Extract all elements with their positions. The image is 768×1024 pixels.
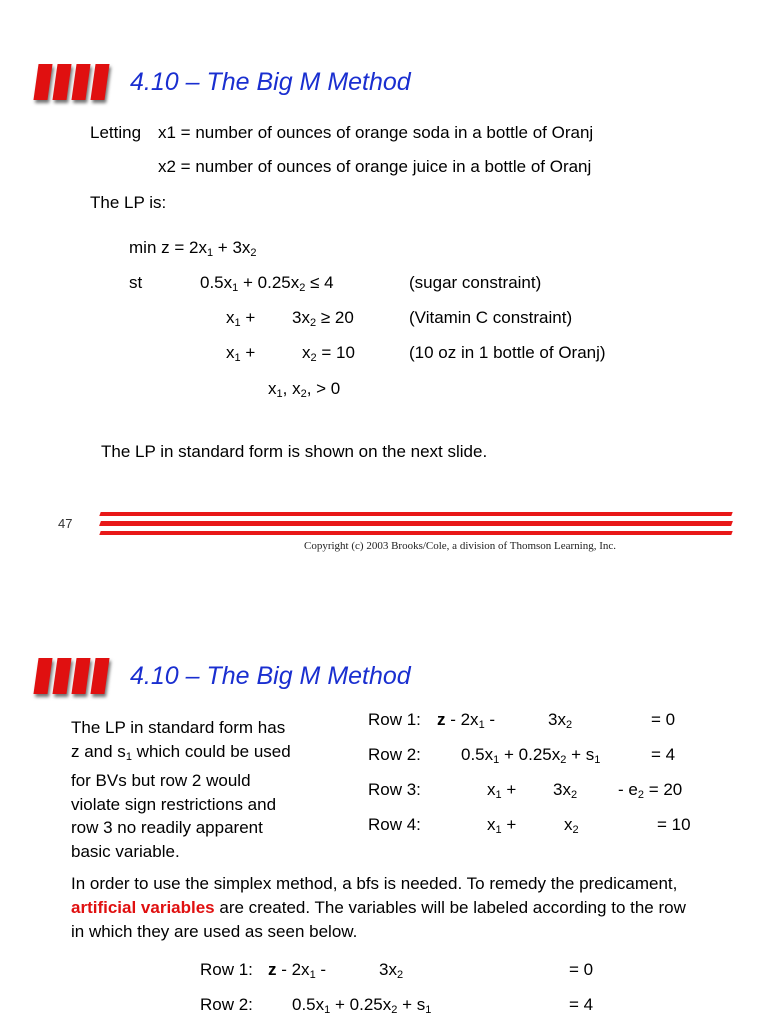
row-2-expression: $0.5x_1 + 0.25x_2 + s_1$ (461, 745, 601, 766)
row-4-x1: $x_1$ + (487, 815, 517, 836)
row-1-x2: $3x_2$ (548, 710, 573, 731)
objective-function: $\min z = 2x_1 + 3x_2$ (129, 238, 257, 259)
constraint-vitamin-c-rhs: $3x_2 \ge 20$ (292, 308, 354, 329)
bottom-row-1-label: Row 1: (200, 960, 253, 979)
row-3-x1: $x_1$ + (487, 780, 517, 801)
letting-label: Letting (90, 123, 142, 142)
footer-rule-top (99, 512, 732, 516)
nonnegativity-constraint: $x_1$, $x_2$, > 0 (268, 379, 341, 400)
constraint-vitamin-c: $x_1$ + (226, 308, 256, 329)
row-2-rhs: = 4 (651, 745, 676, 764)
row-4-x2: $x_2$ (564, 815, 579, 836)
row-2-label: Row 2: (368, 745, 421, 764)
row-4-rhs: = 10 (657, 815, 691, 834)
row-4-label: Row 4: (368, 815, 421, 834)
artificial-variables-paragraph: In order to use the simplex method, a bfs is needed. To remedy the predicament, artificial variables are created. The variables will be labeled according to the row in which they are used as seen below. (71, 874, 686, 941)
page-number: 47 (58, 516, 73, 531)
lp-is-label: The LP is: (90, 193, 167, 212)
st-label: st (129, 273, 143, 292)
row-1-rhs: = 0 (651, 710, 676, 729)
definition-x1: x1 = number of ounces of orange soda in a bottle of Oranj (158, 123, 594, 142)
row-3-x2: $3x_2$ (553, 780, 578, 801)
red-bars-logo-icon (36, 64, 112, 100)
bottom-row-2-rhs: = 4 (569, 995, 594, 1014)
copyright-notice: Copyright (c) 2003 Brooks/Cole, a division of Thomson Learning, Inc. (304, 540, 617, 552)
next-slide-note: The LP in standard form is shown on the next slide. (101, 442, 488, 461)
bottom-row-1-x2: $3x_2$ (379, 960, 404, 981)
red-bars-logo-icon (36, 658, 112, 694)
constraint-vitamin-c-note: (Vitamin C constraint) (409, 308, 573, 327)
row-1-expression: z - $2x_1$ - (437, 710, 496, 731)
bottom-row-1-expression: z - $2x_1$ - (268, 960, 327, 981)
row-3-e2: - $e_2 = 20$ (618, 780, 683, 801)
constraint-bottle: $x_1$ + (226, 343, 256, 364)
constraint-bottle-note: (10 oz in 1 bottle of Oranj) (409, 343, 606, 362)
bottom-row-2-expression: $0.5x_1 + 0.25x_2 + s_1$ (292, 995, 432, 1016)
constraint-sugar-note: (sugar constraint) (409, 273, 542, 292)
footer-rule-bottom (99, 531, 732, 535)
constraint-sugar: $0.5x_1 + 0.25x_2 \le 4$ (200, 273, 334, 294)
bottom-row-1-rhs: = 0 (569, 960, 594, 979)
constraint-bottle-rhs: $x_2 = 10$ (302, 343, 355, 364)
slide-title: 4.10 – The Big M Method (130, 68, 411, 96)
row-1-label: Row 1: (368, 710, 421, 729)
bottom-row-2-label: Row 2: (200, 995, 253, 1014)
explanation-text: The LP in standard form has z and $s_1$ which could be used for BVs but row 2 would violate sign restrictions and row 3 no readily apparent basic variable. (71, 718, 291, 861)
definition-x2: x2 = number of ounces of orange juice in a bottle of Oranj (158, 157, 592, 176)
slide-title: 4.10 – The Big M Method (130, 662, 411, 690)
footer-rule-middle (99, 521, 733, 526)
artificial-variables-highlight: artificial variables (71, 898, 215, 917)
row-3-label: Row 3: (368, 780, 421, 799)
